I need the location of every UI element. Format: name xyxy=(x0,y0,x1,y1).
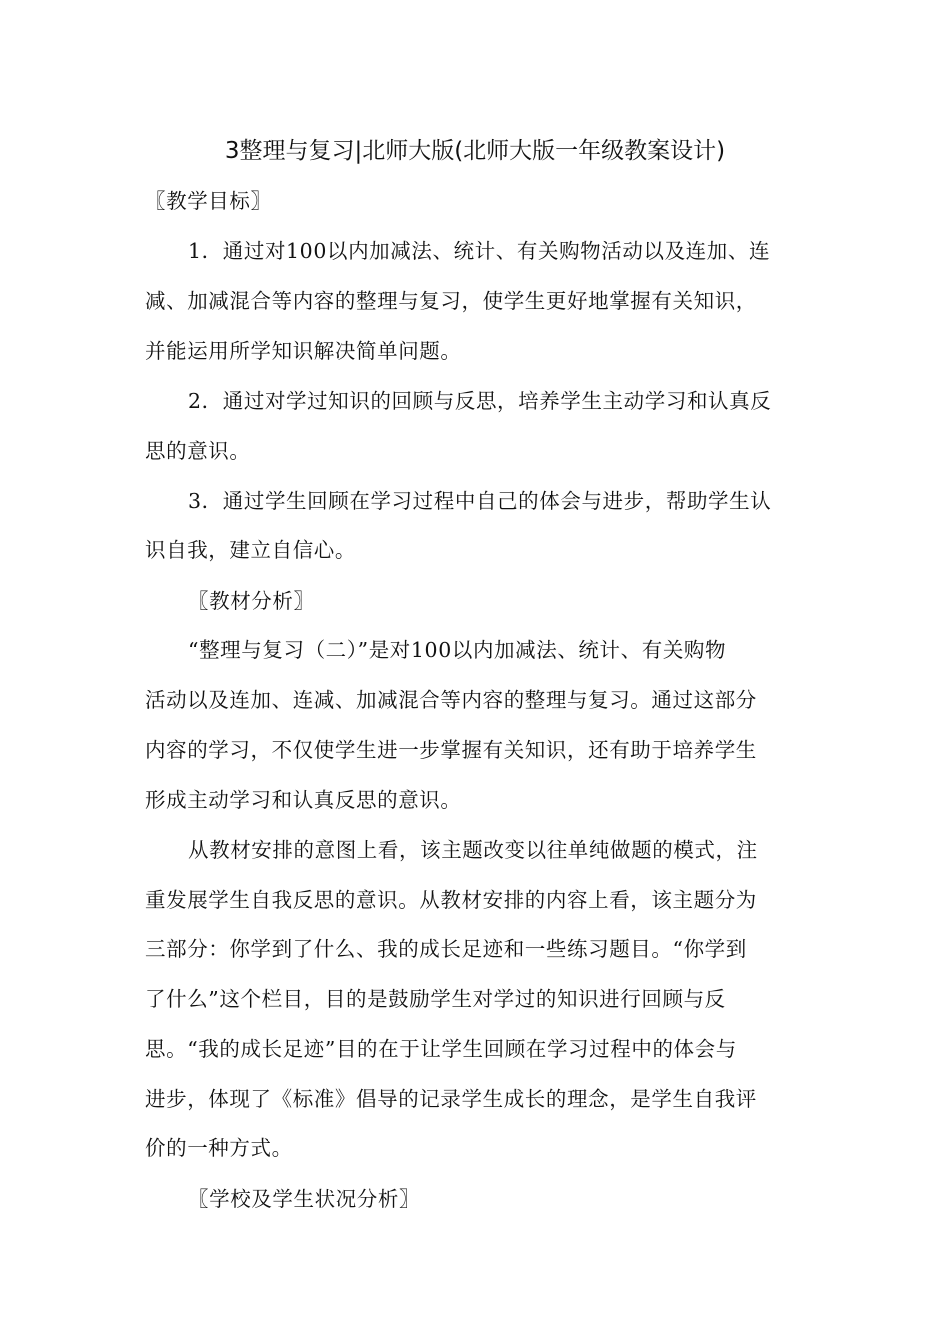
document-title: 3整理与复习|北师大版(北师大版一年级教案设计) xyxy=(224,138,726,164)
goal-3-line-1: 3．通过学生回顾在学习过程中自己的体会与进步，帮助学生认 xyxy=(188,489,772,513)
analysis-p2-line-7: 价的一种方式。 xyxy=(145,1136,293,1160)
section-heading-teaching-goals: 〖教学目标〗 xyxy=(145,189,272,213)
goal-1-line-1: 1．通过对100以内加减法、统计、有关购物活动以及连加、连 xyxy=(188,239,771,263)
analysis-p1-line-4: 形成主动学习和认真反思的意识。 xyxy=(145,788,462,812)
analysis-p2-line-6: 进步，体现了《标准》倡导的记录学生成长的理念，是学生自我评 xyxy=(145,1087,757,1111)
analysis-p1-line-3: 内容的学习，不仅使学生进一步掌握有关知识，还有助于培养学生 xyxy=(145,738,757,762)
analysis-p2-line-1: 从教材安排的意图上看，该主题改变以往单纯做题的模式，注 xyxy=(188,838,758,862)
goal-2-line-1: 2．通过对学过知识的回顾与反思，培养学生主动学习和认真反 xyxy=(188,389,772,413)
analysis-p1-line-1: “整理与复习（二）”是对100以内加减法、统计、有关购物 xyxy=(188,638,727,662)
section-heading-material-analysis: 〖教材分析〗 xyxy=(188,589,315,613)
goal-3-line-2: 识自我，建立自信心。 xyxy=(145,538,356,562)
goal-1-line-3: 并能运用所学知识解决简单问题。 xyxy=(145,339,462,363)
analysis-p2-line-2: 重发展学生自我反思的意识。从教材安排的内容上看，该主题分为 xyxy=(145,888,757,912)
goal-2-line-2: 思的意识。 xyxy=(145,439,251,463)
goal-1-line-2: 减、加减混合等内容的整理与复习，使学生更好地掌握有关知识， xyxy=(145,289,757,313)
analysis-p1-line-2: 活动以及连加、连减、加减混合等内容的整理与复习。通过这部分 xyxy=(145,688,757,712)
section-heading-school-student-analysis: 〖学校及学生状况分析〗 xyxy=(188,1187,421,1211)
analysis-p2-line-4: 了什么”这个栏目，目的是鼓励学生对学过的知识进行回顾与反 xyxy=(145,987,726,1011)
analysis-p2-line-3: 三部分：你学到了什么、我的成长足迹和一些练习题目。“你学到 xyxy=(145,937,747,961)
analysis-p2-line-5: 思。“我的成长足迹”目的在于让学生回顾在学习过程中的体会与 xyxy=(145,1037,737,1061)
